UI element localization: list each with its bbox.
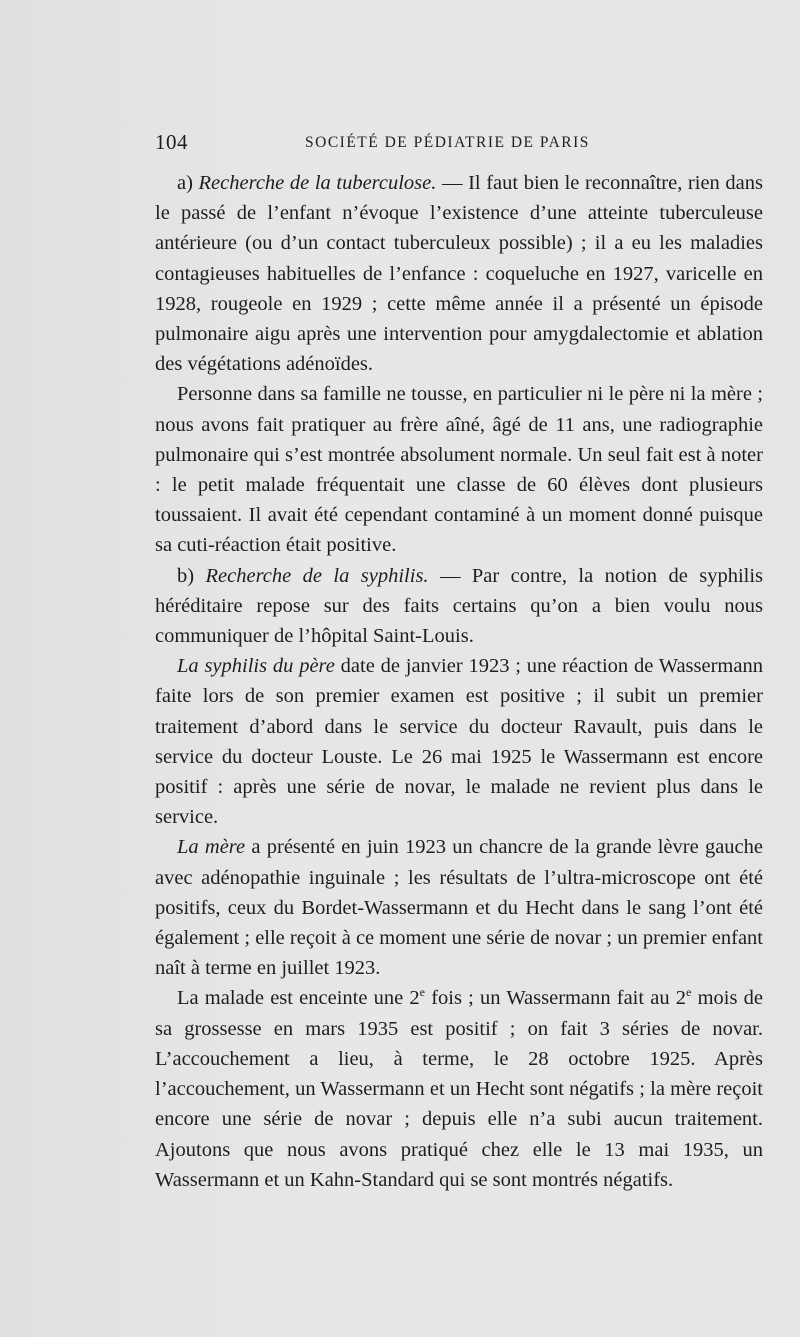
subtitle-mere: La mère <box>177 836 246 859</box>
paragraph-tuberculose: a) Recherche de la tuberculose. — Il faut bien le reconnaître, rien dans le passé de l’enfant n’évoque l’existence d’une atteinte tuberculeuse antérieure (ou d’un contact tuberculeux possible) ; il a eu les maladies contagieuses habituelles de l’enfance : coqueluche en 1927, varicelle en 1928, rougeole en 1929 ; cette même année il a présenté un épisode pulmonaire aigu après une intervention pour amygdalectomie et ablation des végétations adénoïdes. <box>155 172 763 376</box>
paragraph-famille: Personne dans sa famille ne tousse, en particulier ni le père ni la mère ; nous avons fait pratiquer au frère aîné, âgé de 11 ans, une radiographie pulmonaire qui s’est montrée absolument normale. Un seul fait est à noter : le petit malade fréquentait une classe de 60 élèves dont plusieurs toussaient. Il avait été cependant contaminé à un moment donné puisque sa cuti-réaction était positive. <box>155 383 763 557</box>
section-title-syphilis: Recherche de la syphilis. <box>205 564 429 587</box>
paragraph-syphilis: b) Recherche de la syphilis. — Par contre, la notion de syphilis héréditaire repose sur des faits certains qu’on a bien voulu nous communiquer de l’hôpital Saint-Louis. <box>155 564 764 648</box>
subtitle-pere: La syphilis du père <box>177 655 335 678</box>
page-header <box>155 130 763 160</box>
section-title-tuberculose: Recherche de la tuberculose. <box>198 172 437 194</box>
running-head: SOCIÉTÉ DE PÉDIATRIE DE PARIS <box>305 134 590 151</box>
paragraph-pere: La syphilis du père date de janvier 1923 ; une réaction de Wassermann faite lors de son premier examen est positive ; il subit un premier traitement d’abord dans le service du docteur Ravault, puis dans le service du docteur Louste. Le 26 mai 1925 le Wassermann est encore positif : après une série de novar, le malade ne revient plus dans le service. <box>155 655 763 829</box>
page-number: 104 <box>155 130 188 154</box>
paragraph-mere: La mère a présenté en juin 1923 un chancre de la grande lèvre gauche avec adénopathie inguinale ; les résultats de l’ultra-microscope ont été positifs, ceux du Bordet-Wassermann et du Hecht dans le sang l’ont été également ; elle reçoit à ce moment une série de novar ; un premier enfant naît à terme en juillet 1923. <box>155 836 764 980</box>
body-text <box>155 168 763 1195</box>
paragraph-grossesse: La malade est enceinte une 2e fois ; un Wassermann fait au 2e mois de sa grossesse en mars 1935 est positif ; on fait 3 séries de novar. L’accouchement a lieu, à terme, le 28 octobre 1925. Après l’accouchement, un Wassermann et un Hecht sont négatifs ; la mère reçoit encore une série de novar ; depuis elle n’a subi aucun traitement. Ajoutons que nous avons pratiqué chez elle le 13 mai 1935, un Wassermann et un Kahn-Standard qui se sont montrés négatifs. <box>155 985 763 1191</box>
